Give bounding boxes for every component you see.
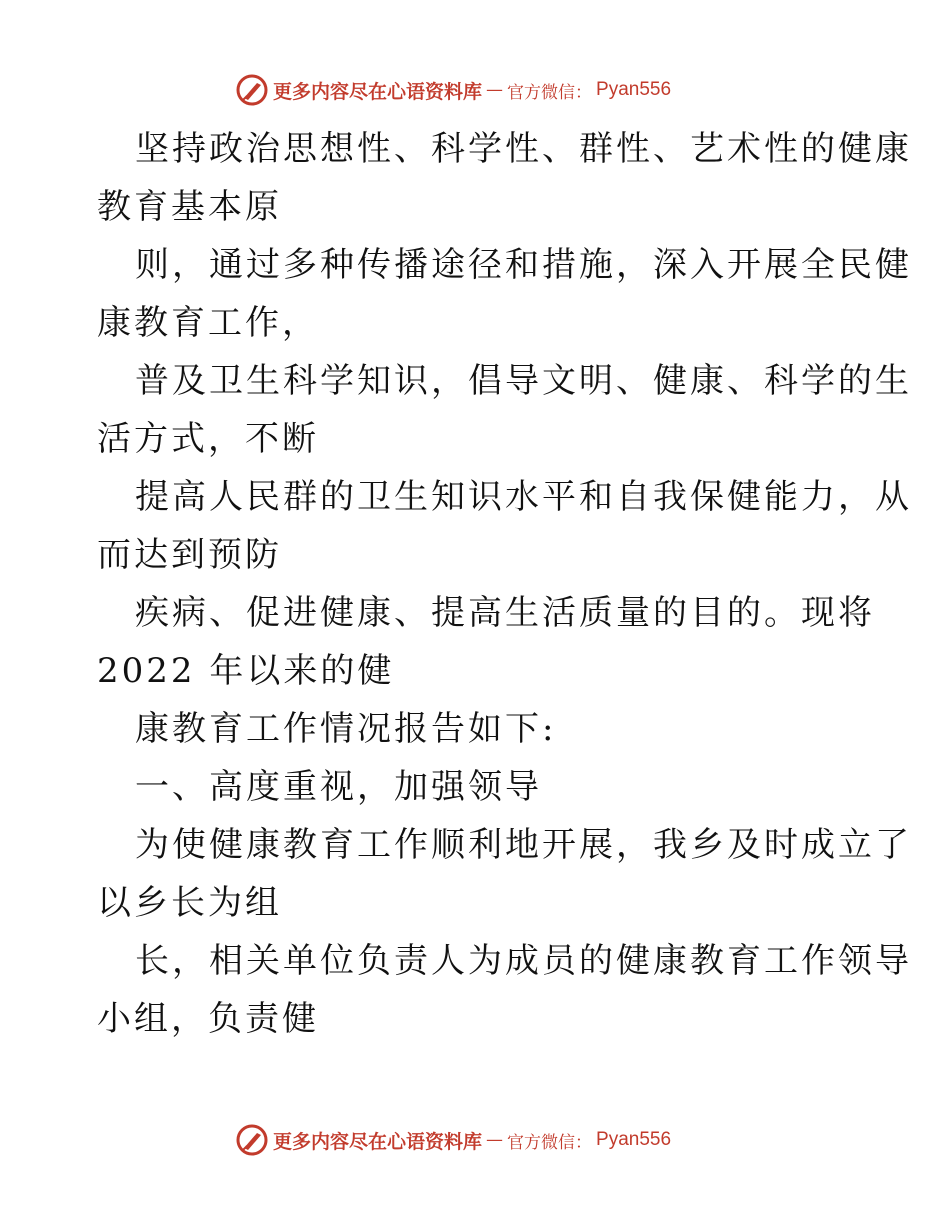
banner-wechat-label: 官方微信： bbox=[507, 1132, 593, 1153]
header-banner bbox=[235, 70, 671, 110]
banner-separator: — bbox=[486, 1130, 504, 1150]
text-line: 坚持政治思想性、科学性、群性、艺术性的健康 bbox=[135, 129, 912, 169]
text-line: 长，相关单位负责人为成员的健康教育工作领导 bbox=[135, 941, 912, 981]
text-line: 康教育工作情况报告如下: bbox=[135, 709, 557, 749]
text-line: 提高人民群的卫生知识水平和自我保健能力，从 bbox=[135, 477, 912, 517]
text-line: 则，通过多种传播途径和措施，深入开展全民健 bbox=[135, 245, 912, 285]
banner-text: 更多内容尽在心语资料库 bbox=[273, 80, 483, 103]
document-body bbox=[97, 120, 912, 1048]
text-line: 以乡长为组 bbox=[97, 883, 282, 923]
quill-circle-logo-icon bbox=[235, 73, 269, 107]
text-line: 康教育工作， bbox=[97, 303, 319, 343]
footer-banner bbox=[235, 1120, 671, 1160]
text-line: 活方式，不断 bbox=[97, 419, 319, 459]
text-line: 为使健康教育工作顺利地开展，我乡及时成立了 bbox=[135, 825, 912, 865]
text-line: 教育基本原 bbox=[97, 187, 282, 227]
text-line: 2022 年以来的健 bbox=[97, 651, 395, 691]
text-line: 疾病、促进健康、提高生活质量的目的。现将 bbox=[135, 593, 875, 633]
banner-wechat-id: Pyan556 bbox=[596, 79, 672, 100]
text-line: 小组，负责健 bbox=[97, 999, 319, 1039]
banner-separator: — bbox=[486, 80, 504, 100]
banner-text: 更多内容尽在心语资料库 bbox=[273, 1130, 483, 1153]
text-line: 一、高度重视，加强领导 bbox=[135, 767, 542, 807]
text-line: 而达到预防 bbox=[97, 535, 282, 575]
quill-circle-logo-icon bbox=[235, 1123, 269, 1157]
banner-wechat-label: 官方微信： bbox=[507, 82, 593, 103]
banner-wechat-id: Pyan556 bbox=[596, 1129, 672, 1150]
text-line: 普及卫生科学知识，倡导文明、健康、科学的生 bbox=[135, 361, 912, 401]
